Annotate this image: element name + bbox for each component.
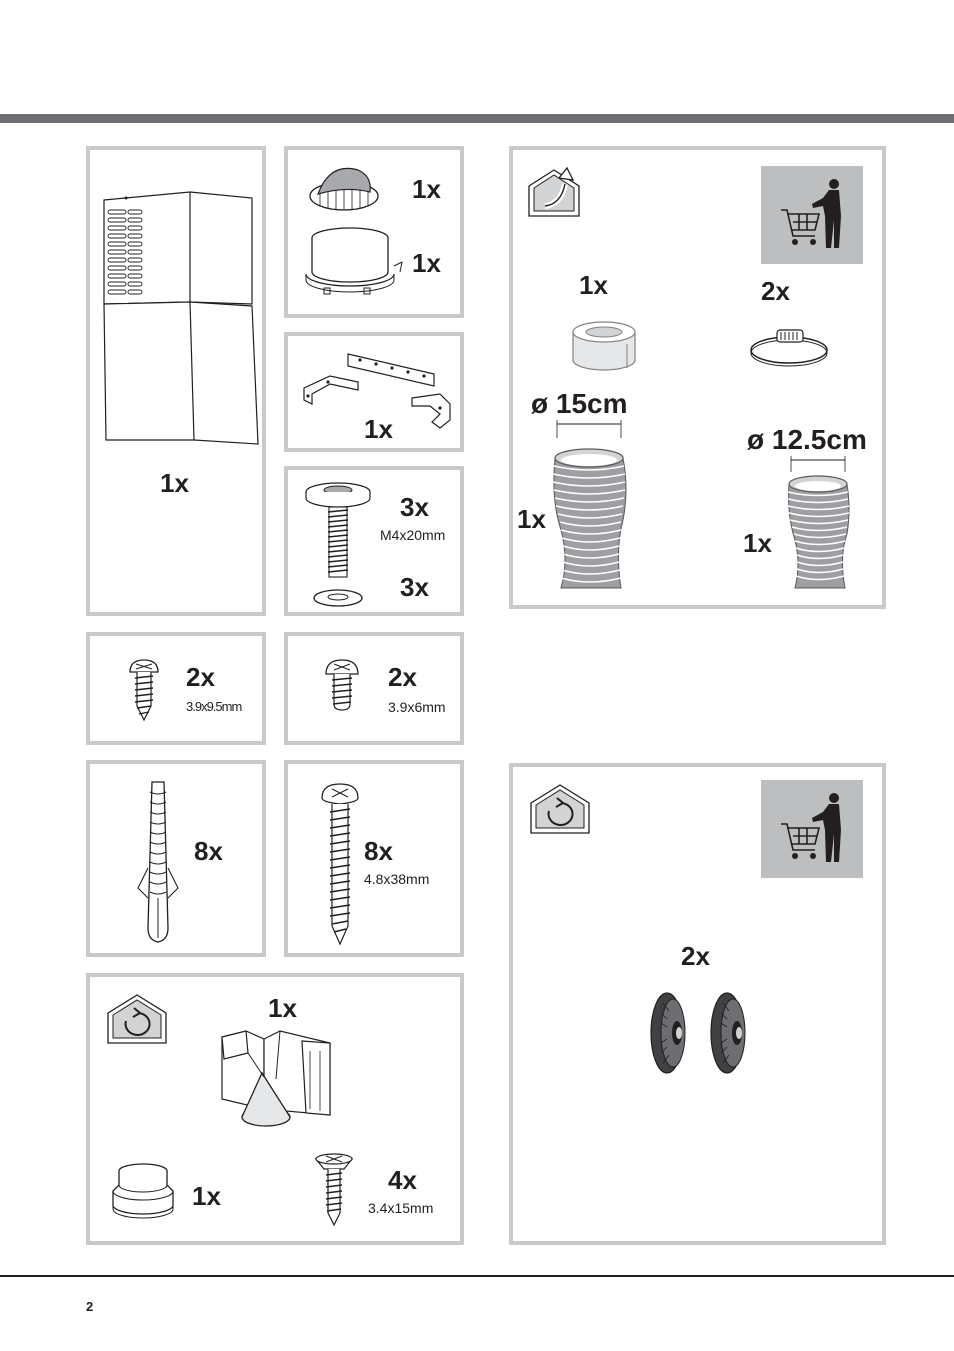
recirculation-house-icon-2 — [529, 783, 591, 835]
screw-3-4x15-illustration — [314, 1151, 354, 1227]
screw-m4-size: M4x20mm — [380, 527, 446, 543]
non-return-valve-illustration — [306, 164, 382, 216]
flange-illustration — [302, 226, 402, 300]
hose-large-qty: 1x — [517, 504, 546, 534]
screw-3-9x9-5-illustration — [126, 658, 162, 722]
screw-4-8x38-illustration — [320, 780, 360, 950]
shopping-cart-box-2 — [761, 780, 863, 878]
wall-plug-qty: 8x — [194, 836, 223, 866]
chimney-illustration — [98, 188, 258, 448]
panel-screw-3-9x6 — [284, 632, 464, 745]
flange-qty: 1x — [412, 248, 441, 278]
panel-extraction-kit — [509, 146, 886, 609]
shopping-cart-icon — [779, 178, 849, 250]
hose-clamp-illustration — [747, 326, 833, 368]
wall-plug-illustration — [134, 778, 184, 948]
panel-screws-m4 — [284, 466, 464, 616]
screw-4-8x38-qty: 8x — [364, 836, 393, 866]
filter-qty: 2x — [681, 941, 710, 971]
screw-3-9x6-illustration — [322, 658, 362, 714]
panel-flange-valve — [284, 146, 464, 318]
ring-qty: 1x — [192, 1181, 221, 1211]
panel-filter-kit — [509, 763, 886, 1245]
header-bar — [0, 114, 954, 123]
deflector-qty: 1x — [268, 993, 297, 1023]
hose-large-illustration — [551, 420, 627, 596]
screw-3-4x15-qty: 4x — [388, 1165, 417, 1195]
hose-large-diameter: ø 15cm — [531, 388, 628, 419]
screw-3-4x15-size: 3.4x15mm — [368, 1200, 434, 1216]
screw-m4-illustration — [304, 480, 374, 610]
screw-3-9x6-size: 3.9x6mm — [388, 699, 446, 715]
panel-wall-plugs — [86, 760, 266, 957]
clamp-qty: 2x — [761, 276, 790, 306]
chimney-qty: 1x — [160, 468, 189, 498]
screw-3-9x6-qty: 2x — [388, 662, 417, 692]
valve-qty: 1x — [412, 174, 441, 204]
shopping-cart-icon-2 — [779, 792, 849, 864]
recirculation-house-icon — [106, 993, 168, 1045]
deflector-illustration — [218, 1029, 334, 1131]
extraction-house-icon — [527, 166, 581, 218]
ring-illustration — [110, 1161, 176, 1219]
hose-small-illustration — [783, 456, 853, 594]
tape-roll-illustration — [569, 320, 639, 372]
screw-4-8x38-size: 4.8x38mm — [364, 871, 430, 887]
panel-screw-3-9x9-5 — [86, 632, 266, 745]
brackets-qty: 1x — [364, 414, 393, 444]
panel-chimney — [86, 146, 266, 616]
panel-brackets — [284, 332, 464, 452]
washer-qty: 3x — [400, 572, 429, 602]
page-number: 2 — [86, 1299, 94, 1314]
panel-recirculation-kit — [86, 973, 464, 1245]
shopping-cart-box — [761, 166, 863, 264]
hose-small-qty: 1x — [743, 528, 772, 558]
tape-qty: 1x — [579, 270, 608, 300]
screw-3-9x9-5-qty: 2x — [186, 662, 215, 692]
footer-rule — [0, 1275, 954, 1277]
panel-screw-4-8x38 — [284, 760, 464, 957]
carbon-filters-illustration — [647, 989, 757, 1077]
hose-small-diameter: ø 12.5cm — [747, 424, 867, 455]
screw-m4-qty: 3x — [400, 492, 429, 522]
screw-3-9x9-5-size: 3.9x9.5mm — [186, 699, 242, 714]
